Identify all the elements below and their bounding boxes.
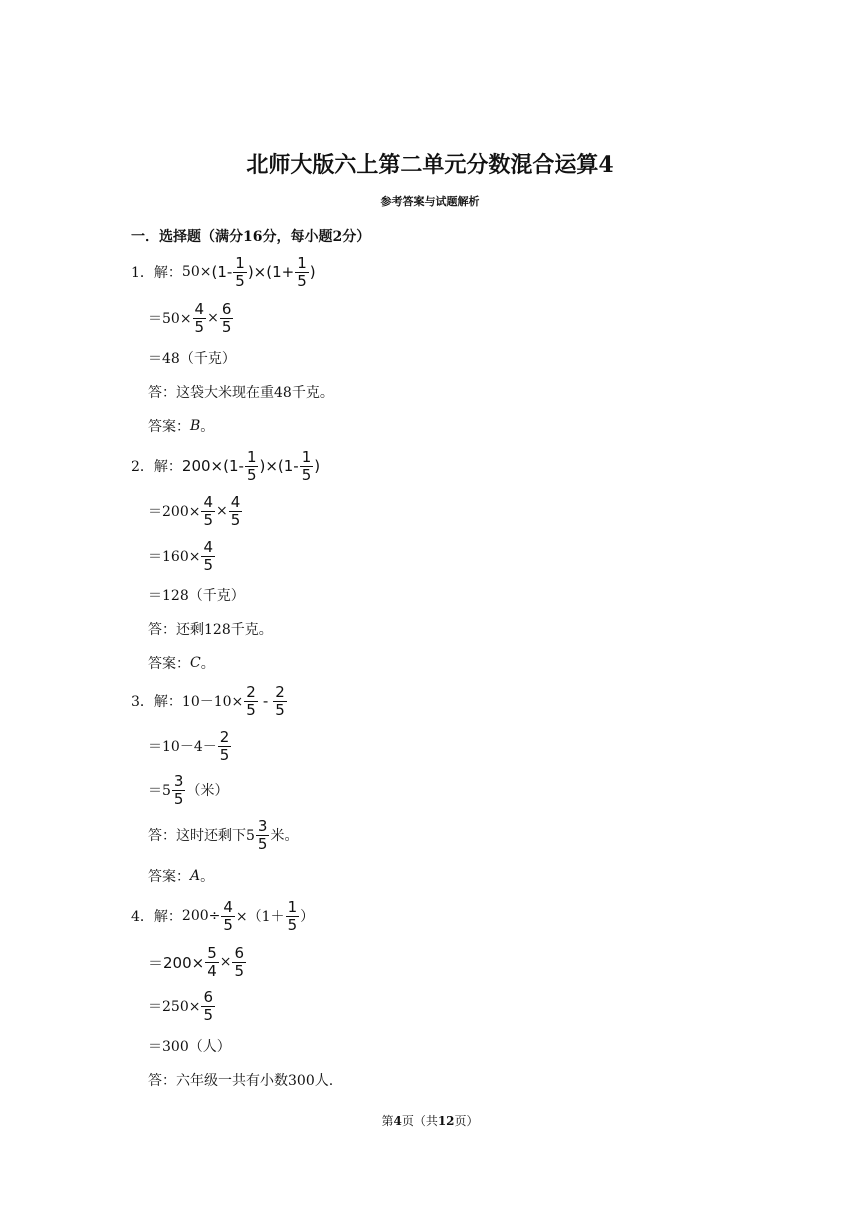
fraction: $\frac{2}{5}$ (219, 727, 230, 764)
fraction: $\frac{2}{5}$ (275, 682, 285, 719)
q2-key: 答案： C 。 (148, 655, 215, 672)
q4-step-4: ＝300（人） (148, 1039, 231, 1055)
fraction: $\frac{6}{5}$ (221, 299, 232, 336)
page-title: 北师大版六上第二单元分数混合运算4 (246, 152, 614, 178)
fraction: $\frac{1}{5}$ (287, 897, 298, 934)
q4-step-2: ＝200× $\frac{5}{4}$ × $\frac{6}{5}$ (148, 943, 245, 980)
q2-step-2: ＝200× $\frac{4}{5}$ × $\frac{4}{5}$ (148, 492, 241, 529)
fraction: $\frac{1}{5}$ (235, 253, 245, 290)
fraction: $\frac{4}{5}$ (230, 492, 241, 529)
fraction: $\frac{3}{5}$ (257, 816, 268, 853)
q4-step-3: ＝250× $\frac{6}{5}$ (148, 987, 213, 1024)
q3-key: 答案： A 。 (148, 868, 215, 885)
fraction: $\frac{4}{5}$ (203, 492, 213, 529)
fraction: $\frac{1}{5}$ (301, 447, 312, 484)
fraction: $\frac{4}{5}$ (223, 897, 233, 934)
page-subtitle: 参考答案与试题解析 (380, 195, 480, 208)
q3-step-2: ＝10－4－ $\frac{2}{5}$ (148, 727, 230, 764)
q3-step-1: 3．解： 10－10× $\frac{2}{5}$ - $\frac{2}{5}$ (131, 682, 285, 719)
q4-answer: 答：六年级一共有小数300人. (148, 1073, 334, 1089)
q4-step-1: 4．解： 200÷ $\frac{4}{5}$ ×（1＋ $\frac{1}{5}$ ） (131, 897, 315, 934)
fraction: $\frac{1}{5}$ (246, 447, 257, 484)
q1-answer: 答：这袋大米现在重48千克。 (148, 385, 334, 401)
fraction: $\frac{5}{4}$ (207, 943, 217, 980)
q3-answer: 答：这时还剩下5 $\frac{3}{5}$ 米。 (148, 816, 299, 853)
fraction: $\frac{4}{5}$ (194, 299, 205, 336)
page-footer: 第4页（共12页） (381, 1114, 479, 1128)
fraction: $\frac{3}{5}$ (173, 771, 184, 808)
fraction: $\frac{6}{5}$ (203, 987, 213, 1024)
q1-key: 答案： B 。 (148, 418, 215, 435)
q2-step-4: ＝128（千克） (148, 588, 245, 604)
q2-answer: 答：还剩128千克。 (148, 622, 273, 638)
q1-step-3: ＝48（千克） (148, 351, 236, 367)
q1-step-2: ＝50× $\frac{4}{5}$ × $\frac{6}{5}$ (148, 299, 232, 336)
fraction: $\frac{6}{5}$ (234, 943, 245, 980)
q2-step-3: ＝160× $\frac{4}{5}$ (148, 537, 213, 574)
q2-step-1: 2．解： 200×(1- $\frac{1}{5}$ )×(1- $\frac{1}{5}$ ) (131, 447, 321, 484)
q3-step-3: ＝5 $\frac{3}{5}$ （米） (148, 771, 229, 808)
q1-step-1: 1．解： 50× (1- $\frac{1}{5}$ )×(1+ $\frac{1}{5}$ ) (131, 253, 316, 290)
fraction: $\frac{2}{5}$ (246, 682, 256, 719)
fraction: $\frac{4}{5}$ (203, 537, 213, 574)
section-heading: 一．选择题（满分16分，每小题2分） (131, 229, 371, 245)
fraction: $\frac{1}{5}$ (297, 253, 307, 290)
